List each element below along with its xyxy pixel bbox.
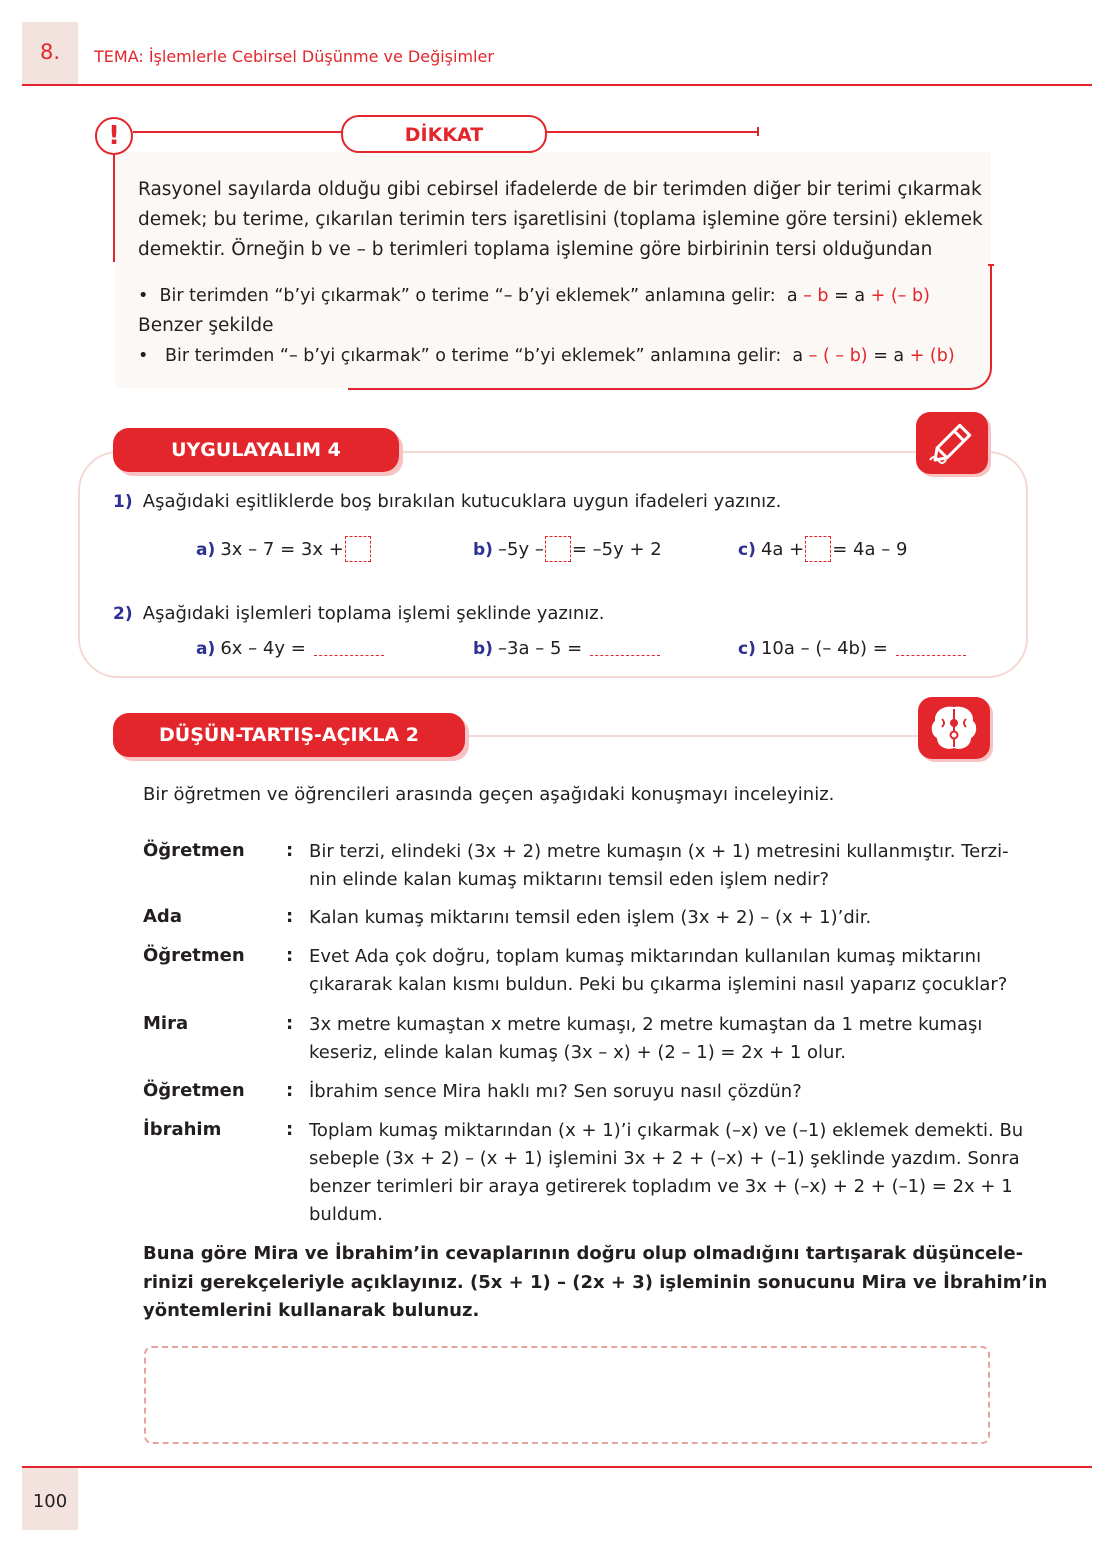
question-number: 2) <box>113 604 133 624</box>
item-expr: = 4a – 9 <box>832 539 908 560</box>
answer-line[interactable] <box>896 655 966 656</box>
formula-part: a <box>792 346 804 366</box>
formula-part-red: + (b) <box>904 346 955 366</box>
speaker-name: Öğretmen <box>143 840 245 861</box>
question-2 <box>113 603 604 624</box>
speaker-colon: : <box>286 945 294 966</box>
speaker-name: Öğretmen <box>143 1080 245 1101</box>
dikkat-paragraph-line: Rasyonel sayılarda olduğu gibi cebirsel ifadelerde de bir terimden diğer bir terimi çıkarmak <box>138 179 982 200</box>
task-line: rinizi gerekçeleriyle açıklayınız. (5x + 1) – (2x + 3) işleminin sonucunu Mira ve İbrahim’in <box>143 1271 1048 1293</box>
dusun-title: DÜŞÜN-TARTIŞ-AÇIKLA 2 <box>159 724 419 746</box>
dikkat-similar-text: Benzer şekilde <box>138 315 274 336</box>
speech-line: çıkararak kalan kısmı buldun. Peki bu çıkarma işlemini nasıl yaparız çocuklar? <box>309 974 1008 995</box>
uygulayalim-title: UYGULAYALIM 4 <box>171 439 341 461</box>
speaker-name: İbrahim <box>143 1119 222 1140</box>
answer-box[interactable] <box>545 536 571 562</box>
dusun-task <box>143 1240 1047 1326</box>
item-expr: –3a – 5 = <box>498 638 583 659</box>
item-expr: 3x – 7 = 3x + <box>220 539 344 560</box>
speech-line: keseriz, elinde kalan kumaş (3x – x) + (2 – 1) = 2x + 1 olur. <box>309 1042 846 1063</box>
item-expr: 6x – 4y = <box>220 638 306 659</box>
theme-title: TEMA: İşlemlerle Cebirsel Düşünme ve Değişimler <box>94 47 494 66</box>
item-label: c) <box>738 639 756 659</box>
speech-line: Evet Ada çok doğru, toplam kumaş miktarından kullanılan kumaş miktarını <box>309 946 982 967</box>
dikkat-left-rule <box>113 155 115 262</box>
question-text: Aşağıdaki işlemleri toplama işlemi şeklinde yazınız. <box>142 603 605 624</box>
answer-box[interactable] <box>345 536 371 562</box>
task-line: Buna göre Mira ve İbrahim’in cevaplarının doğru olup olmadığını tartışarak düşüncele- <box>143 1243 1024 1264</box>
speech-line: Bir terzi, elindeki (3x + 2) metre kumaşın (x + 1) metresini kullanmıştır. Terzi- <box>309 841 1009 862</box>
page-number: 100 <box>32 1491 68 1512</box>
item-label: a) <box>196 540 216 560</box>
speech-text <box>309 904 871 932</box>
item-label: b) <box>473 639 493 659</box>
speech-line: Kalan kumaş miktarını temsil eden işlem (3x + 2) – (x + 1)’dir. <box>309 907 872 928</box>
chapter-number: 8. <box>39 40 61 64</box>
formula-part: = a <box>828 286 866 306</box>
formula-part-red: – ( – b) <box>803 346 868 366</box>
q2-item-b <box>473 638 660 659</box>
pencil-icon <box>916 412 988 474</box>
q1-item-a <box>196 536 372 562</box>
dikkat-corner-cap <box>988 264 994 266</box>
speaker-name: Ada <box>143 906 182 927</box>
speech-text <box>309 838 1009 894</box>
bullet-text: Bir terimden “– b’yi çıkarmak” o terime “b’yi eklemek” anlamına gelir: <box>165 346 782 366</box>
speech-line: buldum. <box>309 1204 383 1225</box>
question-1 <box>113 491 781 512</box>
formula-part: a <box>786 286 798 306</box>
formula-part-red: + (– b) <box>865 286 930 306</box>
q1-item-c <box>738 536 907 562</box>
dikkat-title: DİKKAT <box>404 124 484 146</box>
dusun-intro: Bir öğretmen ve öğrencileri arasında geçen aşağıdaki konuşmayı inceleyiniz. <box>143 784 835 805</box>
speech-line: benzer terimleri bir araya getirerek topladım ve 3x + (–x) + 2 + (–1) = 2x + 1 <box>309 1176 1013 1197</box>
item-expr: 10a – (– 4b) = <box>760 638 888 659</box>
speech-line: 3x metre kumaştan x metre kumaşı, 2 metre kumaştan da 1 metre kumaşı <box>309 1014 983 1035</box>
speech-line: Toplam kumaş miktarından (x + 1)’i çıkarmak (–x) ve (–1) eklemek demekti. Bu <box>309 1120 1024 1141</box>
answer-area[interactable] <box>144 1346 990 1444</box>
q1-item-b <box>473 536 662 562</box>
dikkat-paragraph-line: demek; bu terime, çıkarılan terimin ters işaretlisini (toplama işlemine göre tersini) eklemek <box>138 209 983 230</box>
question-number: 1) <box>113 492 133 512</box>
speaker-colon: : <box>286 1080 294 1101</box>
item-label: c) <box>738 540 756 560</box>
task-line: yöntemlerini kullanarak bulunuz. <box>143 1300 480 1321</box>
dikkat-bullet-2 <box>138 341 955 371</box>
speaker-colon: : <box>286 1119 294 1140</box>
speech-text <box>309 1011 982 1067</box>
item-label: a) <box>196 639 216 659</box>
speech-line: İbrahim sence Mira haklı mı? Sen soruyu nasıl çözdün? <box>309 1081 802 1102</box>
exclamation-icon <box>95 117 133 155</box>
dikkat-top-rule-right <box>546 131 758 133</box>
answer-box[interactable] <box>805 536 831 562</box>
bullet: • <box>138 286 149 306</box>
item-expr: –5y – <box>498 539 544 560</box>
bullet-text: Bir terimden “b’yi çıkarmak” o terime “– b’yi eklemek” anlamına gelir: <box>159 286 776 306</box>
speaker-name: Öğretmen <box>143 945 245 966</box>
answer-line[interactable] <box>314 655 384 656</box>
dikkat-top-rule <box>133 131 343 133</box>
exclamation-mark: ! <box>108 121 120 151</box>
speaker-colon: : <box>286 1013 294 1034</box>
bullet: • <box>138 346 149 366</box>
speaker-colon: : <box>286 906 294 927</box>
speech-line: sebeple (3x + 2) – (x + 1) işlemini 3x + 2 + (–x) + (–1) şeklinde yazdım. Sonra <box>309 1148 1020 1169</box>
speech-line: nin elinde kalan kumaş miktarını temsil eden işlem nedir? <box>309 869 830 890</box>
answer-line[interactable] <box>590 655 660 656</box>
item-expr: 4a + <box>760 539 805 560</box>
question-text: Aşağıdaki eşitliklerde boş bırakılan kutucuklara uygun ifadeleri yazınız. <box>142 491 782 512</box>
header-rule <box>22 84 1092 86</box>
dikkat-paragraph-line: demektir. Örneğin b ve – b terimleri toplama işlemine göre birbirinin tersi olduğundan <box>138 239 933 260</box>
footer-rule <box>22 1466 1092 1468</box>
dikkat-rule-cap <box>757 127 759 136</box>
item-label: b) <box>473 540 493 560</box>
speaker-name: Mira <box>143 1013 189 1034</box>
formula-part: = a <box>867 346 905 366</box>
formula-part-red: – b <box>797 286 829 306</box>
speech-text <box>309 1078 802 1106</box>
item-expr: = –5y + 2 <box>571 539 662 560</box>
speech-text <box>309 943 1007 999</box>
brain-puzzle-icon <box>918 697 990 759</box>
dikkat-bullet-1 <box>138 281 930 311</box>
q2-item-a <box>196 638 384 659</box>
speaker-colon: : <box>286 840 294 861</box>
q2-item-c <box>738 638 966 659</box>
speech-text <box>309 1117 1023 1229</box>
